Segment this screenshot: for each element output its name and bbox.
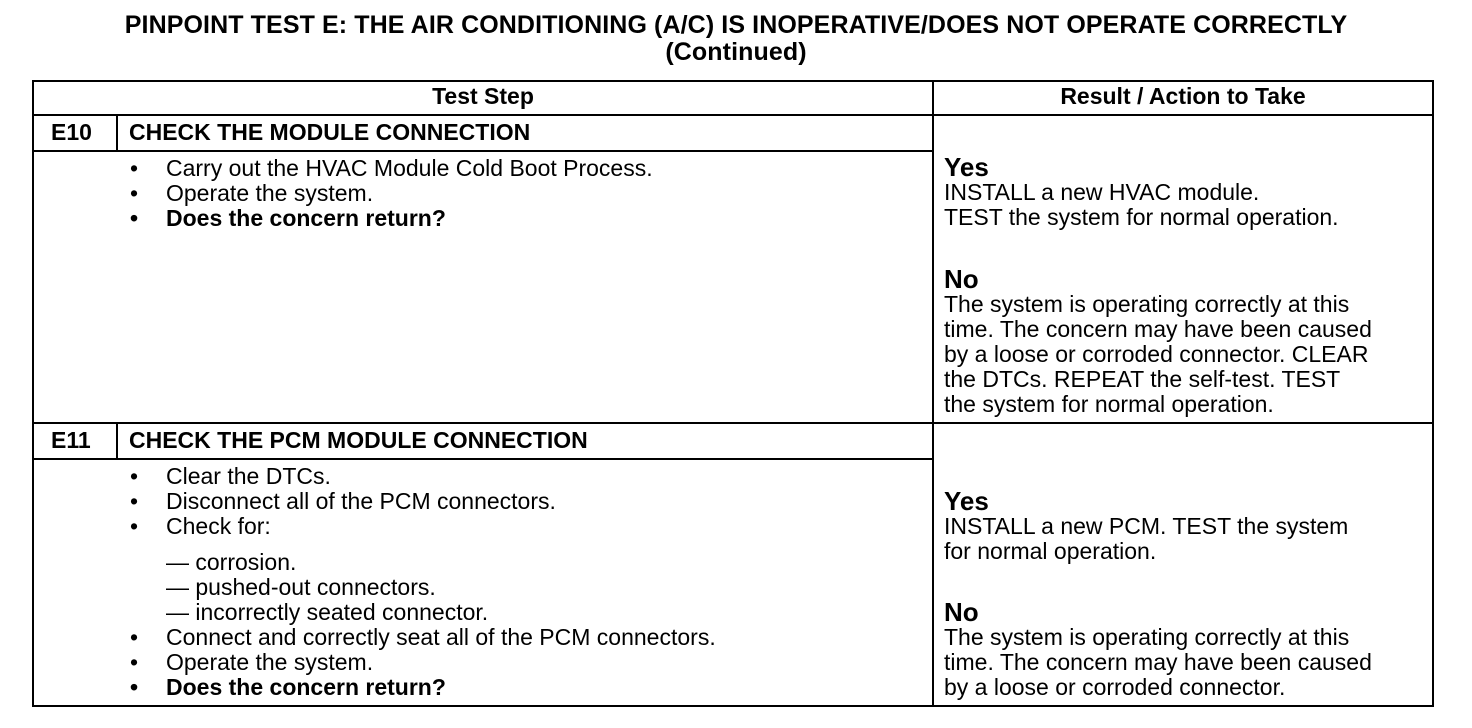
result-line: by a loose or corroded connector.: [944, 674, 1286, 700]
list-item: • Does the concern return?: [130, 206, 653, 231]
result-line: The system is operating correctly at this: [944, 624, 1350, 650]
list-item: — pushed-out connectors.: [166, 574, 436, 600]
result-line: for normal operation.: [944, 538, 1157, 564]
result-line: by a loose or corroded connector. CLEAR: [944, 341, 1369, 367]
e10-id-divider: [116, 114, 118, 151]
header-test-step: Test Step: [432, 83, 534, 109]
list-item: • Connect and correctly seat all of the PCM connectors.: [130, 625, 716, 650]
e10-heading-rule: [32, 150, 932, 152]
yes-label: Yes: [944, 152, 989, 182]
result-line: the system for normal operation.: [944, 391, 1274, 417]
list-item: — incorrectly seated connector.: [166, 599, 489, 625]
column-divider: [932, 80, 934, 707]
list-item: • Carry out the HVAC Module Cold Boot Process.: [130, 156, 653, 181]
list-item: • Clear the DTCs.: [130, 464, 716, 489]
e11-id-divider: [116, 422, 118, 459]
e11-step-list: [130, 464, 716, 700]
e10-step-heading: CHECK THE MODULE CONNECTION: [129, 119, 531, 145]
e10-result-no: [944, 266, 1372, 417]
list-item: • Operate the system.: [130, 181, 653, 206]
header-bottom-rule: [32, 114, 1434, 116]
page-title: [0, 12, 1472, 66]
list-item: • Disconnect all of the PCM connectors.: [130, 489, 716, 514]
title-line-2: (Continued): [665, 38, 807, 66]
list-item: • Does the concern return?: [130, 675, 716, 700]
e11-result-no: [944, 599, 1372, 700]
e11-step-id: E11: [51, 427, 91, 453]
list-item: • Check for:: [130, 514, 716, 539]
no-label: No: [944, 597, 979, 627]
result-line: TEST the system for normal operation.: [944, 204, 1339, 230]
e10-step-id: E10: [51, 119, 92, 145]
result-line: the DTCs. REPEAT the self-test. TEST: [944, 366, 1341, 392]
e11-result-yes: [944, 488, 1348, 564]
e10-step-list: [130, 156, 653, 231]
row-separator: [32, 422, 1434, 424]
yes-label: Yes: [944, 486, 989, 516]
result-line: INSTALL a new PCM. TEST the system: [944, 513, 1349, 539]
list-item: • Operate the system.: [130, 650, 716, 675]
header-result: Result / Action to Take: [1060, 83, 1306, 109]
e11-step-heading: CHECK THE PCM MODULE CONNECTION: [129, 427, 588, 453]
result-line: time. The concern may have been caused: [944, 316, 1372, 342]
result-line: INSTALL a new HVAC module.: [944, 179, 1260, 205]
title-line-1: PINPOINT TEST E: THE AIR CONDITIONING (A/C) IS INOPERATIVE/DOES NOT OPERATE CORRECTLY: [124, 11, 1348, 39]
no-label: No: [944, 264, 979, 294]
result-line: The system is operating correctly at this: [944, 291, 1350, 317]
e11-heading-rule: [32, 458, 932, 460]
e10-result-yes: [944, 154, 1339, 230]
result-line: time. The concern may have been caused: [944, 649, 1372, 675]
list-item: — corrosion.: [166, 549, 297, 575]
